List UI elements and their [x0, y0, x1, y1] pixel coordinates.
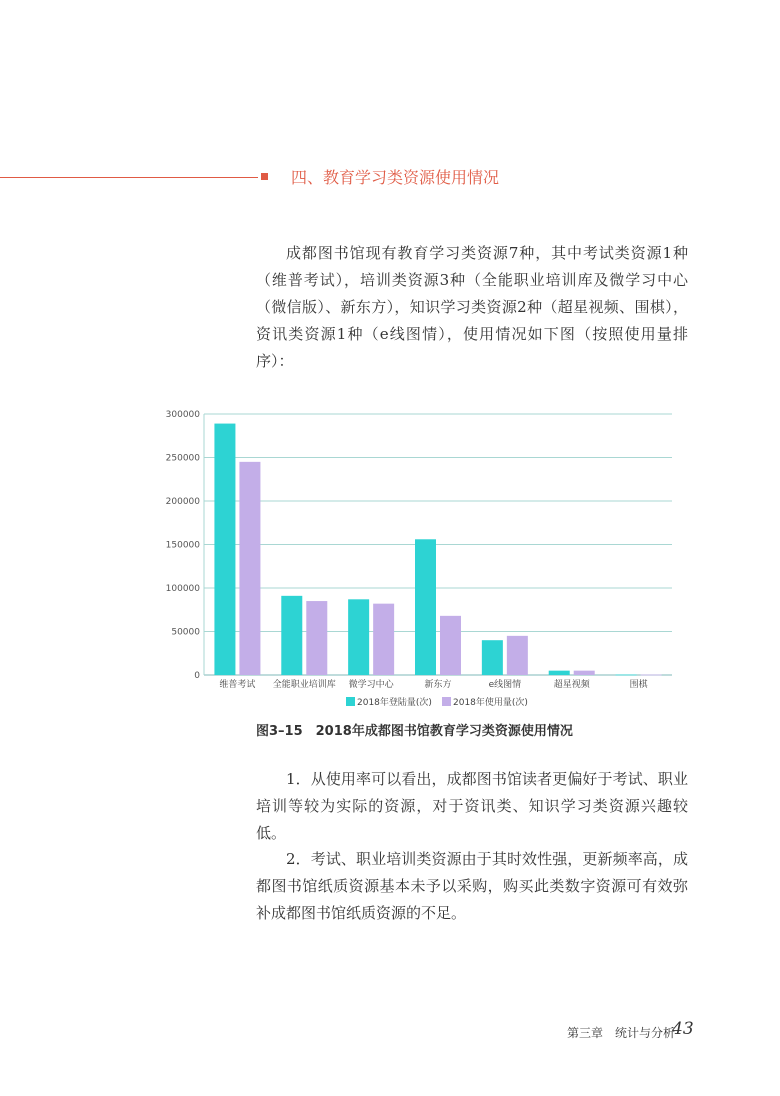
y-tick-label: 200000 — [165, 497, 200, 507]
x-tick-label: 超星视频 — [553, 680, 590, 690]
bar-usage — [574, 671, 595, 675]
section-marker — [261, 173, 268, 180]
bar-usage — [373, 604, 394, 675]
legend-label: 2018年登陆量(次) — [357, 698, 432, 708]
x-tick-label: 围棋 — [629, 680, 648, 690]
bar-login — [281, 596, 302, 675]
bar-chart — [160, 400, 700, 710]
intro-paragraph — [256, 240, 688, 375]
y-tick-label: 100000 — [165, 584, 200, 594]
page-number: 43 — [672, 1019, 694, 1039]
section-rule — [0, 177, 258, 178]
intro-text: 成都图书馆现有教育学习类资源7种，其中考试类资源1种（维普考试），培训类资源3种（全能职业培训库及微学习中心（微信版）、新东方），知识学习类资源2种（超星视频、围棋），资讯类资源1种（e线图情），使用情况如下图（按照使用量排序）： — [256, 244, 688, 370]
bar-login — [549, 671, 570, 675]
bar-usage — [306, 601, 327, 675]
y-tick-label: 300000 — [165, 410, 200, 420]
finding-paragraph-2 — [256, 846, 688, 927]
bar-login — [348, 599, 369, 675]
bar-login — [214, 424, 235, 675]
bar-login — [482, 640, 503, 675]
legend-label: 2018年使用量(次) — [453, 698, 528, 708]
bar-usage — [641, 675, 662, 676]
x-tick-label: 新东方 — [424, 680, 452, 690]
y-tick-label: 50000 — [171, 627, 200, 638]
x-tick-label: 微学习中心 — [348, 680, 394, 690]
finding-text-1: 1．从使用率可以看出，成都图书馆读者更偏好于考试、职业培训等较为实际的资源，对于资讯类、知识学习类资源兴趣较低。 — [256, 770, 688, 842]
legend-swatch — [346, 697, 355, 706]
chapter-footer: 第三章 统计与分析 — [567, 1026, 676, 1040]
bar-usage — [507, 636, 528, 675]
bar-login — [616, 675, 637, 676]
y-tick-label: 150000 — [165, 540, 200, 551]
y-tick-label: 0 — [194, 671, 200, 681]
finding-text-2: 2．考试、职业培训类资源由于其时效性强，更新频率高，成都图书馆纸质资源基本未予以采购，购买此类数字资源可有效弥补成都图书馆纸质资源的不足。 — [256, 850, 688, 922]
y-tick-label: 250000 — [165, 453, 200, 464]
bar-usage — [239, 462, 260, 675]
section-heading: 四、教育学习类资源使用情况 — [291, 168, 500, 187]
bar-login — [415, 539, 436, 675]
x-tick-label: 维普考试 — [219, 680, 256, 690]
finding-paragraph-1 — [256, 766, 688, 847]
x-tick-label: e线图情 — [488, 680, 522, 690]
figure-caption: 图3–15 2018年成都图书馆教育学习类资源使用情况 — [256, 724, 573, 739]
bar-usage — [440, 616, 461, 675]
x-tick-label: 全能职业培训库 — [272, 680, 336, 690]
legend-swatch — [442, 697, 451, 706]
